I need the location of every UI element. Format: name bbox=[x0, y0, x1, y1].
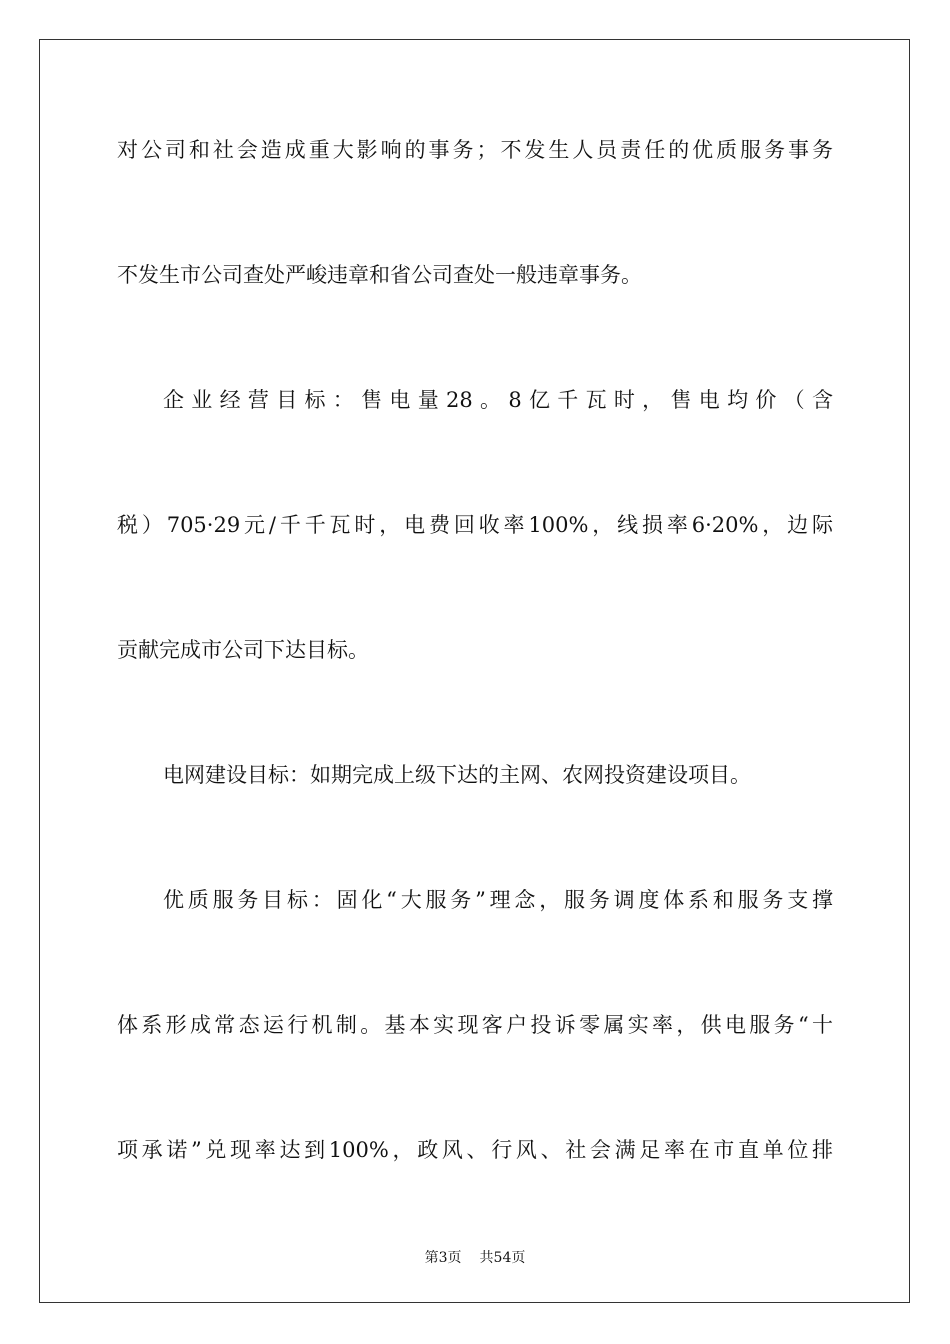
body-text-line: 体系形成常态运行机制。基本实现客户投诉零属实率，供电服务“十 bbox=[117, 1013, 833, 1037]
body-text-line: 优质服务目标：固化“大服务”理念，服务调度体系和服务支撑 bbox=[163, 888, 833, 912]
body-text-line: 税）705·29元/千千瓦时，电费回收率100%，线损率6·20%，边际 bbox=[117, 513, 833, 537]
page-border bbox=[39, 39, 910, 1303]
page-number-current: 第3页 bbox=[424, 1250, 462, 1266]
body-text-line: 企业经营目标：售电量28。8亿千瓦时，售电均价（含 bbox=[163, 388, 833, 412]
body-text-line: 项承诺”兑现率达到100%，政风、行风、社会满足率在市直单位排 bbox=[117, 1138, 833, 1162]
page-footer bbox=[0, 1249, 950, 1267]
body-text-line: 贡献完成市公司下达目标。 bbox=[117, 638, 369, 662]
body-text-line: 电网建设目标：如期完成上级下达的主网、农网投资建设项目。 bbox=[163, 763, 751, 787]
body-text-line: 不发生市公司查处严峻违章和省公司查处一般违章事务。 bbox=[117, 263, 642, 287]
page-number-total: 共54页 bbox=[479, 1250, 526, 1266]
body-text-line: 对公司和社会造成重大影响的事务；不发生人员责任的优质服务事务 bbox=[117, 138, 833, 162]
